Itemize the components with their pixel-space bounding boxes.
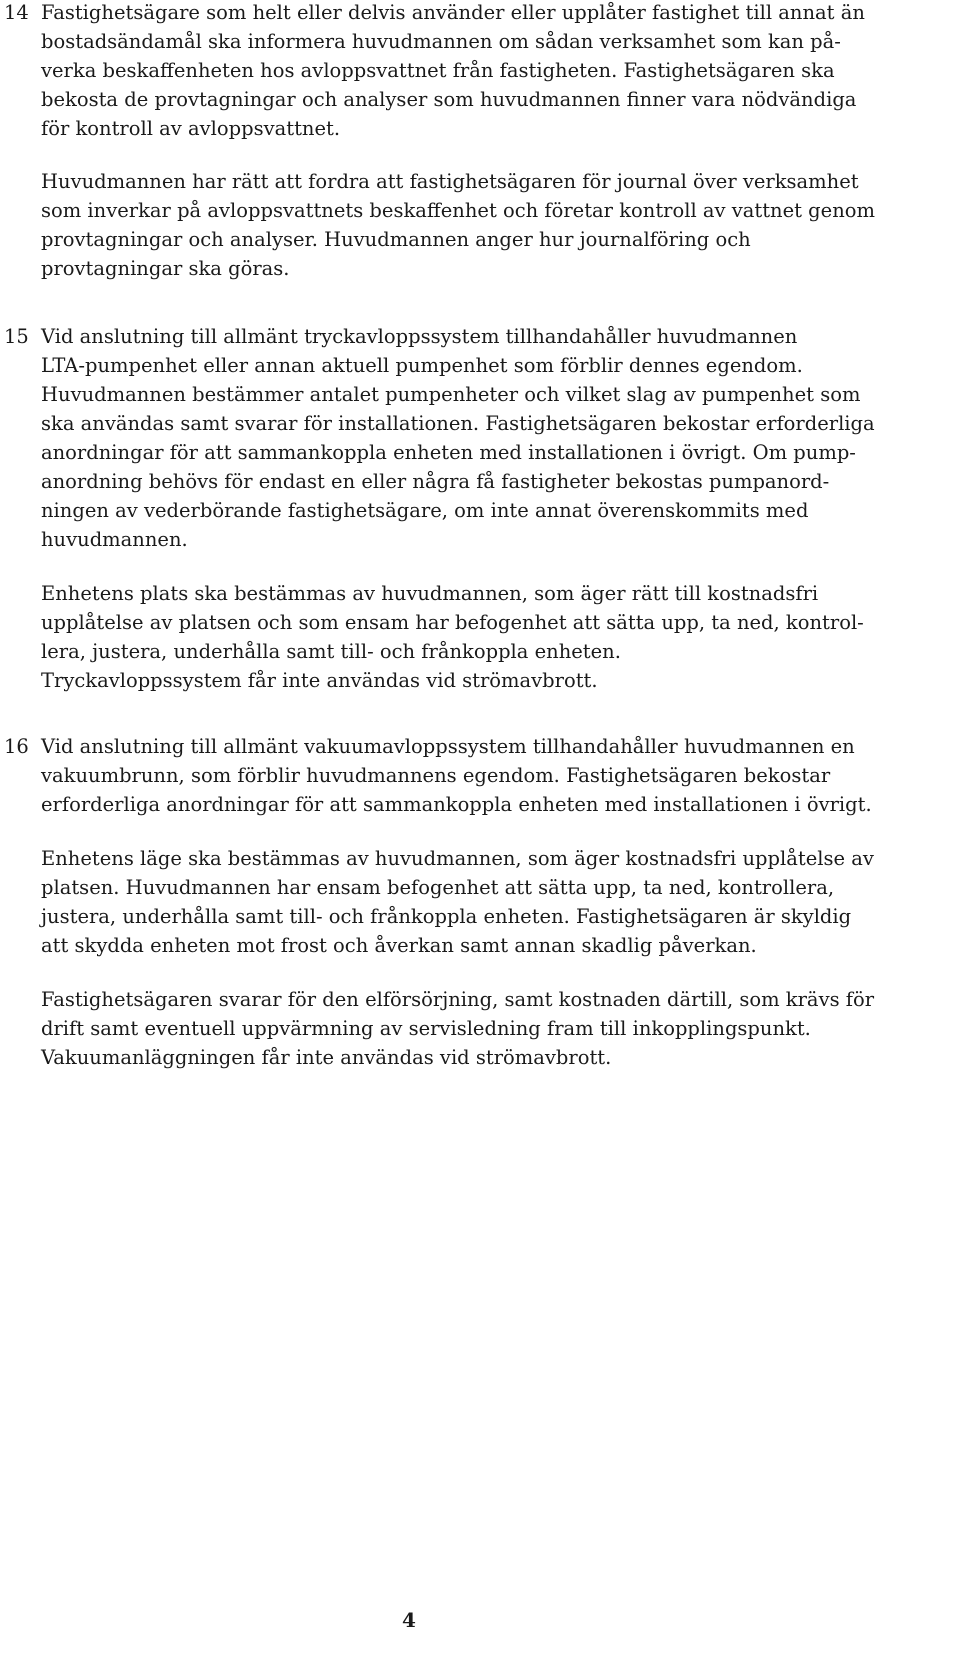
section-number: 16 [4, 735, 29, 758]
text-line: vakuumbrunn, som förblir huvudmannens egendom. Fastighetsägaren bekostar [41, 764, 831, 787]
text-line: Enhetens plats ska bestämmas av huvudmannen, som äger rätt till kostnadsfri [41, 582, 819, 605]
text-line: verka beskaffenheten hos avloppsvattnet från fastigheten. Fastighetsägaren ska [41, 59, 835, 82]
text-line: bekosta de provtagningar och analyser som huvudmannen finner vara nödvändiga [41, 88, 857, 111]
section-number: 15 [4, 325, 29, 348]
text-line: ska användas samt svarar för installationen. Fastighetsägaren bekostar erforderliga [41, 412, 875, 435]
text-line: upplåtelse av platsen och som ensam har befogenhet att sätta upp, ta ned, kontrol- [41, 611, 864, 634]
text-line: Enhetens läge ska bestämmas av huvudmannen, som äger kostnadsfri upplåtelse av [41, 847, 874, 870]
text-line: drift samt eventuell uppvärmning av servisledning fram till inkopplingspunkt. [41, 1017, 811, 1040]
text-line: provtagningar och analyser. Huvudmannen anger hur journalföring och [41, 228, 751, 251]
text-line: huvudmannen. [41, 528, 188, 551]
text-line: Huvudmannen bestämmer antalet pumpenheter och vilket slag av pumpenhet som [41, 383, 861, 406]
section-number: 14 [4, 1, 29, 24]
text-line: ningen av vederbörande fastighetsägare, om inte annat överenskommits med [41, 499, 809, 522]
text-line: att skydda enheten mot frost och åverkan samt annan skadlig påverkan. [41, 934, 757, 957]
text-line: Fastighetsägare som helt eller delvis använder eller upplåter fastighet till annat än [41, 1, 865, 24]
text-line: platsen. Huvudmannen har ensam befogenhet att sätta upp, ta ned, kontrollera, [41, 876, 835, 899]
text-line: anordning behövs för endast en eller några få fastigheter bekostas pumpanord- [41, 470, 830, 493]
text-line: Huvudmannen har rätt att fordra att fastighetsägaren för journal över verksamhet [41, 170, 859, 193]
text-line: justera, underhålla samt till- och frånkoppla enheten. Fastighetsägaren är skyldig [41, 905, 852, 928]
text-line: provtagningar ska göras. [41, 257, 290, 280]
text-line: anordningar för att sammankoppla enheten med installationen i övrigt. Om pump- [41, 441, 856, 464]
text-line: som inverkar på avloppsvattnets beskaffenhet och företar kontroll av vattnet genom [41, 199, 875, 222]
text-line: erforderliga anordningar för att sammankoppla enheten med installationen i övrigt. [41, 793, 872, 816]
text-line: Fastighetsägaren svarar för den elförsörjning, samt kostnaden därtill, som krävs för [41, 988, 875, 1011]
text-line: LTA-pumpenhet eller annan aktuell pumpenhet som förblir dennes egendom. [41, 354, 803, 377]
text-line: lera, justera, underhålla samt till- och frånkoppla enheten. [41, 640, 621, 663]
text-line: bostadsändamål ska informera huvudmannen om sådan verksamhet som kan på- [41, 30, 841, 53]
text-line: Vakuumanläggningen får inte användas vid strömavbrott. [41, 1046, 612, 1069]
text-line: Tryckavloppssystem får inte användas vid strömavbrott. [41, 669, 598, 692]
text-line: Vid anslutning till allmänt tryckavloppssystem tillhandahåller huvudmannen [41, 325, 798, 348]
text-line: Vid anslutning till allmänt vakuumavloppssystem tillhandahåller huvudmannen en [41, 735, 855, 758]
text-line: för kontroll av avloppsvattnet. [41, 117, 341, 140]
page-number: 4 [402, 1608, 416, 1632]
